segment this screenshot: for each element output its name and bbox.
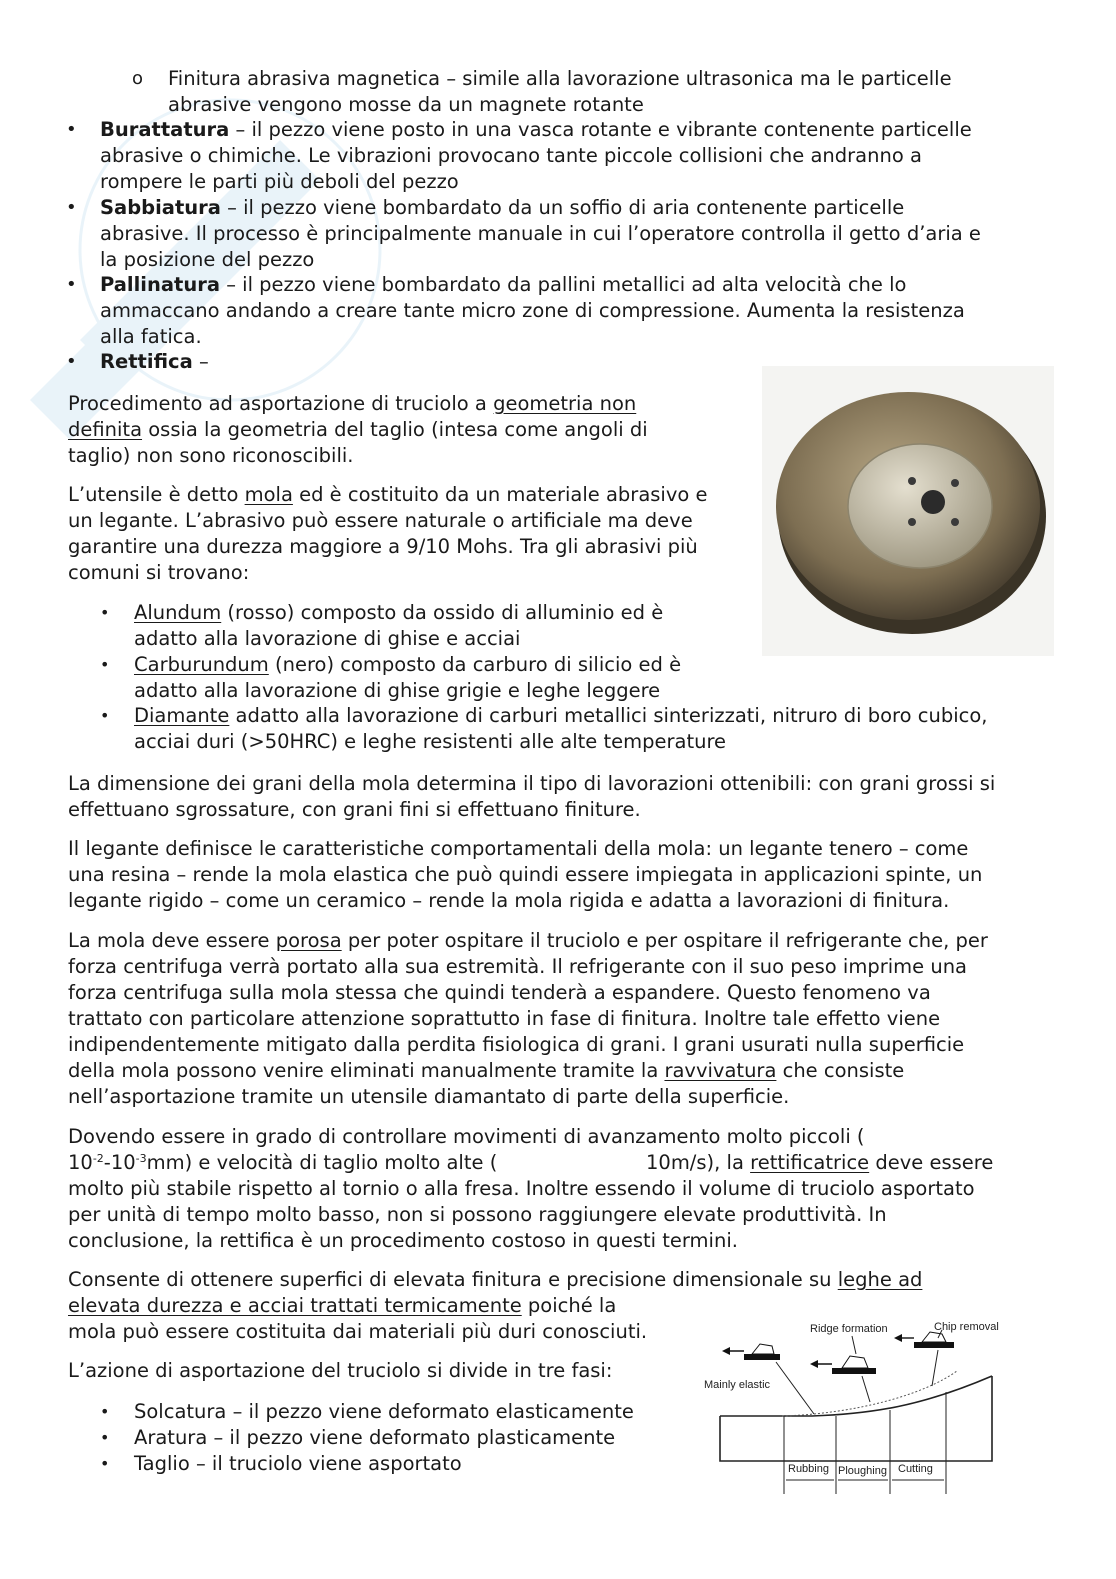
text: comuni si trovano: (68, 561, 250, 584)
text: Procedimento ad asportazione di truciolo a (68, 392, 494, 415)
text: trattato con particolare attenzione soprattutto in fase di finitura. Inoltre tale effetto viene (68, 1007, 941, 1030)
underlined-term: Alundum (134, 601, 222, 624)
list-item (100, 117, 1060, 195)
text: della mola possono venire eliminati manualmente tramite la (68, 1059, 665, 1082)
paragraph-grain-size (68, 771, 995, 823)
abrasive-item (134, 600, 663, 652)
sub-item-text (168, 66, 952, 118)
list-item-text: alla fatica. (100, 325, 202, 348)
underlined-term: ravvivatura (664, 1059, 777, 1082)
text: 10m/s), la rettificatrice deve essere (646, 1151, 994, 1174)
text: ed è costituito da un materiale abrasivo e (292, 483, 708, 506)
text: Il legante definisce le caratteristiche comportamentali della mola: un legante tenero – come (68, 837, 969, 860)
list-item-text: rompere le parti più deboli del pezzo (100, 170, 459, 193)
text: La mola deve essere (68, 929, 276, 952)
list-item-term: Sabbiatura (100, 196, 221, 219)
diagram-label: Ploughing (838, 1465, 887, 1477)
text: una resina – rende la mola elastica che può quindi essere impiegata in applicazioni spinte, un (68, 863, 983, 886)
underlined-term: Diamante (134, 704, 230, 727)
text: per unità di tempo molto basso, non si possono raggiungere elevate produttività. In (68, 1203, 887, 1226)
phase-item: Taglio – il truciolo viene asportato (134, 1452, 462, 1475)
paragraph-phases-intro: L’azione di asportazione del truciolo si divide in tre fasi: (68, 1359, 613, 1382)
paragraph-binder (68, 836, 982, 914)
underlined-term: leghe ad (837, 1268, 923, 1291)
text: che consiste (776, 1059, 905, 1082)
abrasive-grain-icon (810, 1356, 876, 1374)
list-item-text: abrasive o chimiche. Le vibrazioni provocano tante piccole collisioni che andranno a (100, 144, 922, 167)
text: forza centrifuga sulla mola stessa che quindi tenderà a espandere. Questo fenomeno va (68, 981, 931, 1004)
underlined-term: rettificatrice (750, 1151, 870, 1174)
phase-item: Solcatura – il pezzo viene deformato elasticamente (134, 1400, 634, 1423)
text: conclusione, la rettifica è un procedimento costoso in questi termini. (68, 1229, 738, 1252)
sub-bullet-marker: o (132, 68, 144, 89)
chip-formation-diagram (702, 1316, 1012, 1494)
bullet-marker: • (100, 1454, 110, 1473)
underlined-term: elevata durezza e acciai trattati termicamente (68, 1294, 522, 1317)
bullet-marker: • (66, 351, 77, 372)
diagram-label: Rubbing (788, 1463, 829, 1475)
list-item-term: Pallinatura (100, 273, 220, 296)
text: adatto alla lavorazione di carburi metallici sinterizzati, nitruro di boro cubico, (229, 704, 988, 727)
underlined-term: porosa (275, 929, 342, 952)
bullet-marker: • (66, 119, 77, 140)
abrasive-item (134, 652, 681, 704)
list-item-text: – il pezzo viene posto in una vasca rotante e vibrante contenente particelle (229, 118, 972, 141)
abrasive-grain-icon (894, 1332, 954, 1348)
text: acciai duri (>50HRC) e leghe resistenti alle alte temperature (134, 730, 727, 753)
list-item-text: la posizione del pezzo (100, 248, 315, 271)
underlined-term: definita (68, 418, 143, 441)
text: La dimensione dei grani della mola determina il tipo di lavorazioni ottenibili: con grani grossi si (68, 772, 996, 795)
list-item-text: – il pezzo viene bombardato da pallini metallici ad alta velocità che lo (220, 273, 907, 296)
text: taglio) non sono riconoscibili. (68, 444, 354, 467)
text: un legante. L’abrasivo può essere naturale o artificiale ma deve (68, 509, 693, 532)
underlined-term: geometria non (493, 392, 637, 415)
text: (rosso) composto da ossido di alluminio ed è (221, 601, 664, 624)
text: nell’asportazione tramite un utensile diamantato di parte della superficie. (68, 1085, 790, 1108)
list-item-text: ammaccano andando a creare tante micro zone di compressione. Aumenta la resistenza (100, 299, 965, 322)
bullet-marker: • (100, 603, 110, 622)
list-item-term: Rettifica (100, 350, 193, 373)
text: effettuano sgrossature, con grani fini si effettuano finiture. (68, 798, 641, 821)
abrasive-grain-icon (722, 1344, 780, 1360)
list-item (100, 349, 209, 375)
abrasive-item (134, 703, 988, 755)
list-item (100, 272, 1060, 350)
list-item-text: abrasive. Il processo è principalmente manuale in cui l’operatore controlla il getto d’aria e (100, 222, 981, 245)
text: L’utensile è detto (68, 483, 245, 506)
bullet-marker: • (66, 274, 77, 295)
sub-item-line: abrasive vengono mosse da un magnete rotante (168, 93, 644, 116)
text: (nero) composto da carburo di silicio ed è (268, 653, 682, 676)
list-item (100, 195, 1060, 273)
text: Dovendo essere in grado di controllare movimenti di avanzamento molto piccoli ( (68, 1125, 865, 1148)
text: garantire una durezza maggiore a 9/10 Mohs. Tra gli abrasivi più (68, 535, 698, 558)
text: $10^{-2}-10^{-3}mm$) e velocità di taglio molto alte ( (68, 1151, 498, 1174)
bullet-marker: • (100, 1402, 110, 1421)
text: forza centrifuga verrà portato alla sua estremità. Il refrigerante con il suo peso imprime una (68, 955, 967, 978)
text: adatto alla lavorazione di ghise e acciai (134, 627, 521, 650)
text: adatto alla lavorazione di ghise grigie e leghe leggere (134, 679, 661, 702)
diagram-label: Ridge formation (810, 1323, 888, 1335)
bullet-marker: • (100, 1428, 110, 1447)
bullet-marker: • (100, 655, 110, 674)
sub-item-line: Finitura abrasiva magnetica – simile alla lavorazione ultrasonica ma le particelle (168, 67, 952, 90)
list-item-text: – il pezzo viene bombardato da un soffio di aria contenente particelle (220, 196, 905, 219)
list-item-term: Burattatura (100, 118, 230, 141)
paragraph-machine (68, 1124, 1048, 1254)
text: legante rigido – come un ceramico – rende la mola rigida e adatta a lavorazioni di finitura. (68, 889, 950, 912)
text: indipendentemente mitigato dalla perdita fisiologica di grani. I grani usurati nulla superficie (68, 1033, 965, 1056)
bullet-marker: • (100, 706, 110, 725)
text: poiché la (521, 1294, 617, 1317)
diagram-label: Chip removal (934, 1321, 999, 1333)
diagram-label: Mainly elastic (704, 1379, 771, 1391)
underlined-term: Carburundum (134, 653, 269, 676)
paragraph-definition (68, 391, 648, 469)
bullet-marker: • (66, 197, 77, 218)
text: Consente di ottenere superfici di elevata finitura e precisione dimensionale su (68, 1268, 838, 1291)
underlined-term: mola (244, 483, 293, 506)
grinding-wheel-image (762, 366, 1054, 656)
diagram-label: Cutting (898, 1463, 933, 1475)
paragraph-tool (68, 482, 708, 586)
text: mola può essere costituita dai materiali più duri conosciuti. (68, 1320, 648, 1343)
phase-item: Aratura – il pezzo viene deformato plasticamente (134, 1426, 616, 1449)
text: molto più stabile rispetto al tornio o alla fresa. Inoltre essendo il volume di truciolo asportato (68, 1177, 975, 1200)
list-item-text: – (192, 350, 209, 373)
text: per poter ospitare il truciolo e per ospitare il refrigerante che, per (341, 929, 988, 952)
text: ossia la geometria del taglio (intesa come angoli di (142, 418, 648, 441)
paragraph-porosity (68, 928, 988, 1110)
